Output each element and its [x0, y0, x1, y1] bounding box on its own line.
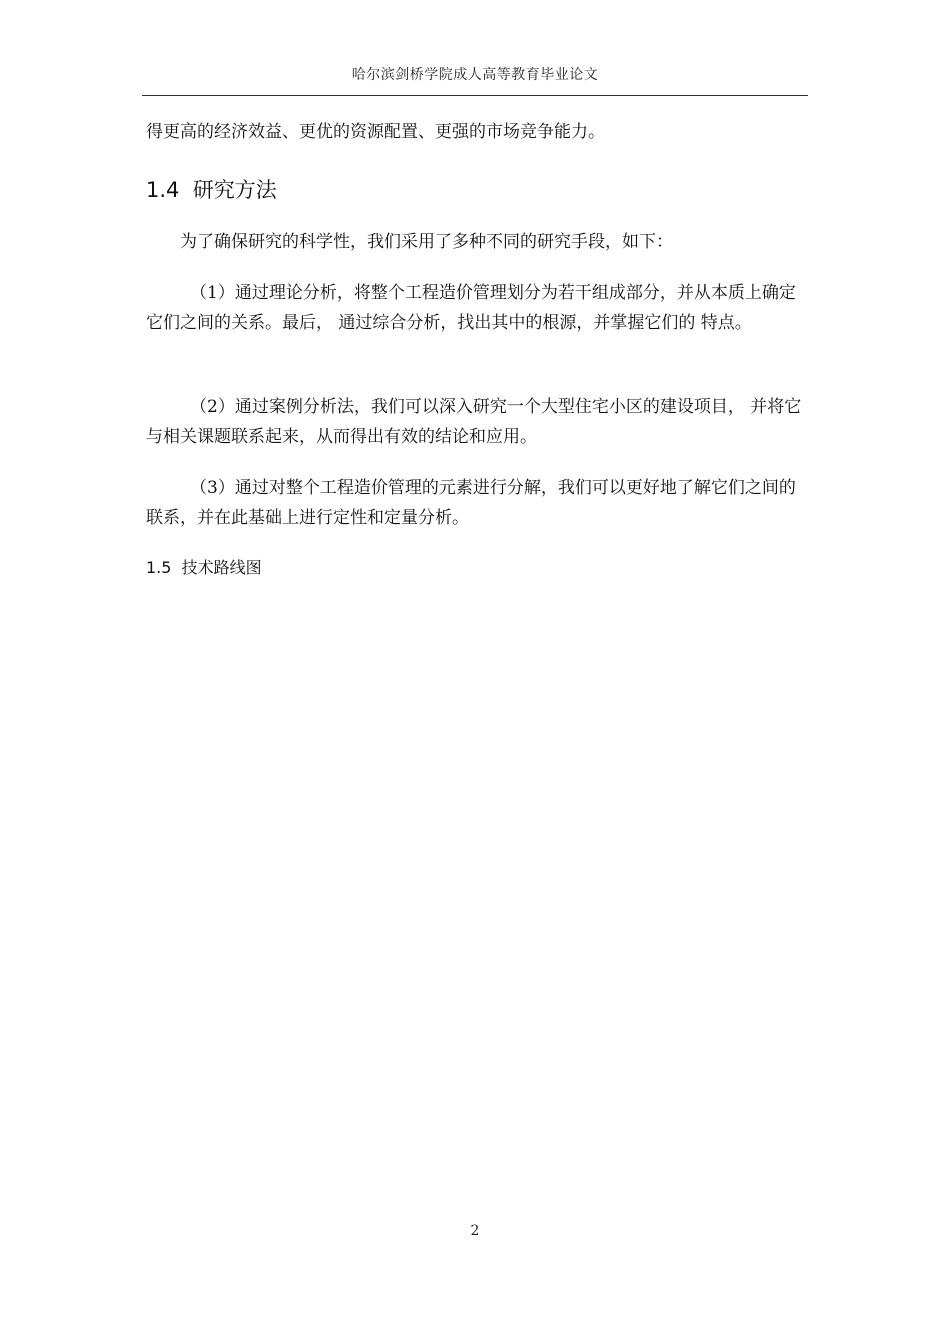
section-heading-1-5: [146, 555, 262, 578]
section-number: 1.5: [146, 558, 172, 577]
intro-paragraph: 为了确保研究的科学性，我们采用了多种不同的研究手段，如下：: [180, 232, 673, 252]
method-item-3: （3）通过对整个工程造价管理的元素进行分解，我们可以更好地了解它们之间的联系，并在此基础上进行定性和定量分析。: [146, 478, 796, 528]
section-number: 1.4: [146, 178, 180, 202]
method-item-1: （1）通过理论分析，将整个工程造价管理划分为若干组成部分，并从本质上确定它们之间的关系。最后， 通过综合分析，找出其中的根源，并掌握它们的 特点。: [146, 283, 796, 333]
page-number: 2: [470, 1223, 480, 1239]
section-title: 研究方法: [192, 178, 277, 202]
section-heading-1-4: [146, 174, 277, 204]
method-item-2: （2）通过案例分析法，我们可以深入研究一个大型住宅小区的建设项目， 并将它与相关课题联系起来，从而得出有效的结论和应用。: [146, 397, 802, 447]
page-header-title: 哈尔滨剑桥学院成人高等教育毕业论文: [351, 67, 599, 83]
section-title: 技术路线图: [181, 558, 262, 577]
header-divider: [142, 95, 808, 96]
continuation-paragraph: 得更高的经济效益、更优的资源配置、更强的市场竞争能力。: [146, 122, 605, 142]
